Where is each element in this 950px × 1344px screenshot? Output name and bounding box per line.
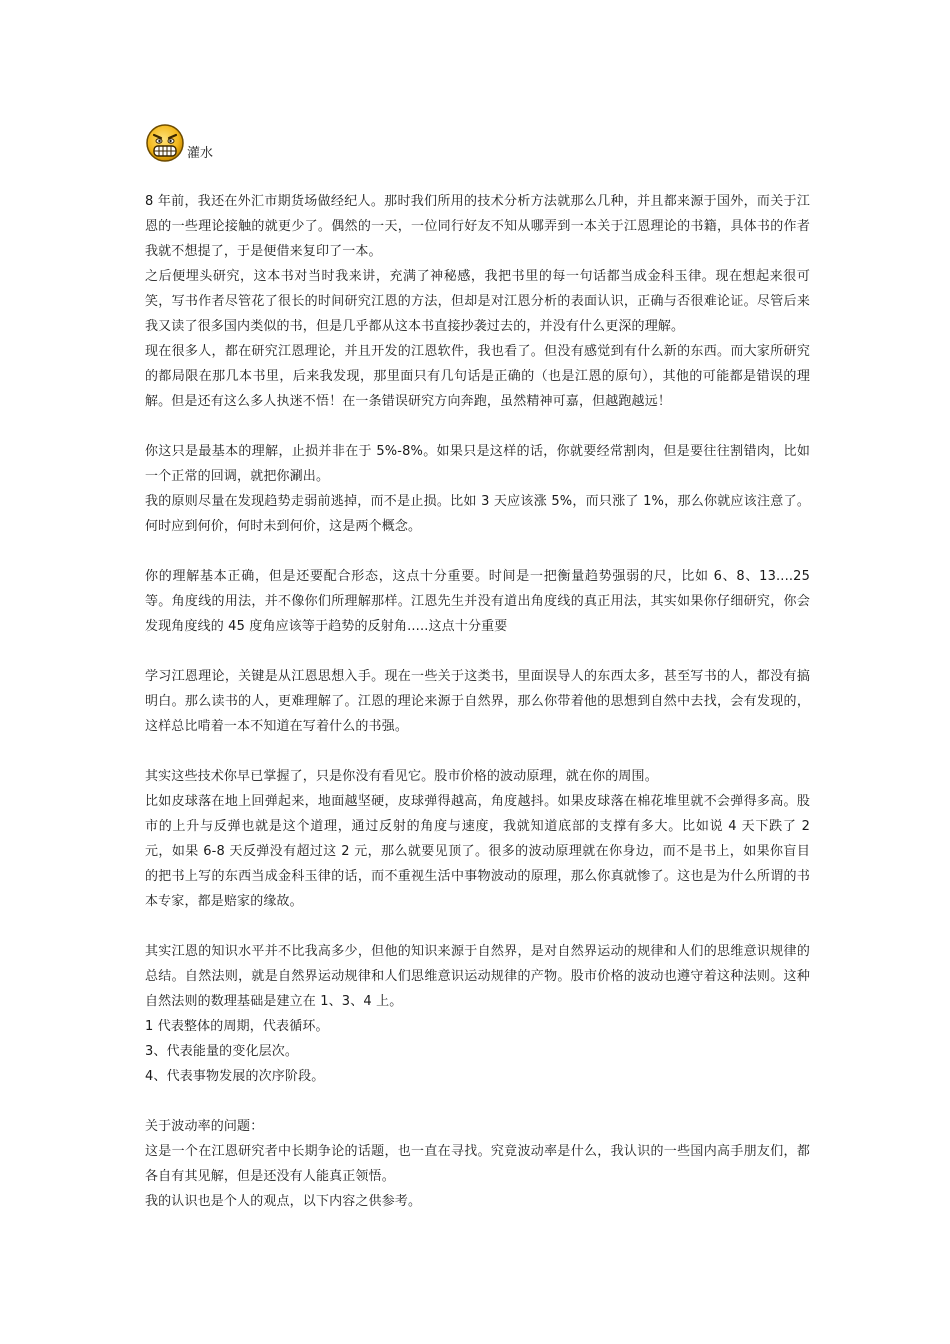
paragraph: 你这只是最基本的理解，止损并非在于 5%-8%。如果只是这样的话，你就要经常割肉，但是要往往割错肉，比如一个正常的回调，就把你涮出。 (145, 444, 810, 484)
paragraph: 1 代表整体的周期，代表循环。 (145, 1019, 329, 1034)
paragraph-spacer (145, 739, 810, 764)
paragraph: 我的原则尽量在发现趋势走弱前逃掉，而不是止损。比如 3 天应该涨 5%，而只涨了 1%，那么你就应该注意了。何时应到何价，何时未到何价，这是两个概念。 (145, 494, 810, 534)
paragraph: 学习江恩理论，关键是从江恩思想入手。现在一些关于这类书，里面误导人的东西太多，甚至写书的人，都没有搞明白。那么读书的人，更难理解了。江恩的理论来源于自然界，那么你带着他的思想到自然中去找，会有发现的，这样总比啃着一本不知道在写着什么的书强。 (145, 669, 810, 734)
paragraph-spacer (145, 414, 810, 439)
document-page (145, 115, 810, 1214)
post-tag-label: 灌水 (187, 146, 214, 161)
paragraph: 现在很多人，都在研究江恩理论，并且开发的江恩软件，我也看了。但没有感觉到有什么新的东西。而大家所研究的都局限在那几本书里，后来我发现，那里面只有几句话是正确的（也是江恩的原句），其他的可能都是错误的理解。但是还有这么多人执迷不悟！在一条错误研究方向奔跑，虽然精神可嘉，但越跑越远！ (145, 344, 810, 409)
paragraph-spacer (145, 1089, 810, 1114)
paragraph: 关于波动率的问题： (145, 1119, 264, 1134)
article-body (145, 189, 810, 1214)
paragraph: 8 年前，我还在外汇市期货场做经纪人。那时我们所用的技术分析方法就那么几种，并且都来源于国外，而关于江恩的一些理论接触的就更少了。偶然的一天，一位同行好友不知从哪弄到一本关于江恩理论的书籍，具体书的作者我就不想提了，于是便借来复印了一本。 (145, 194, 810, 259)
paragraph: 这是一个在江恩研究者中长期争论的话题，也一直在寻找。究竟波动率是什么，我认识的一些国内高手朋友们，都各自有其见解，但是还没有人能真正领悟。 (145, 1144, 810, 1184)
paragraph: 你的理解基本正确，但是还要配合形态，这点十分重要。时间是一把衡量趋势强弱的尺，比如 6、8、13....25 等。角度线的用法，并不像你们所理解那样。江恩先生并没有道出角度线的真正用法，其实如果你仔细研究，你会发现角度线的 45 度角应该等于趋势的反射角.....这点十分重要 (145, 569, 810, 634)
paragraph: 4、代表事物发展的次序阶段。 (145, 1069, 325, 1084)
grinning-face-icon (145, 123, 185, 163)
post-header (145, 115, 810, 163)
paragraph-spacer (145, 914, 810, 939)
paragraph: 之后便埋头研究，这本书对当时我来讲，充满了神秘感，我把书里的每一句话都当成金科玉律。现在想起来很可笑，写书作者尽管花了很长的时间研究江恩的方法，但却是对江恩分析的表面认识，正确与否很难论证。尽管后来我又读了很多国内类似的书，但是几乎都从这本书直接抄袭过去的，并没有什么更深的理解。 (145, 269, 810, 334)
paragraph: 3、代表能量的变化层次。 (145, 1044, 299, 1059)
paragraph: 比如皮球落在地上回弹起来，地面越坚硬，皮球弹得越高，角度越抖。如果皮球落在棉花堆里就不会弹得多高。股市的上升与反弹也就是这个道理，通过反射的角度与速度，我就知道底部的支撑有多大。比如说 4 天下跌了 2 元，如果 6-8 天反弹没有超过这 2 元，那么就要见顶了。很多的波动原理就在你身边，而不是书上，如果你盲目的把书上写的东西当成金科玉律的话，而不重视生活中事物波动的原理，那么你真就惨了。这也是为什么所谓的书本专家，都是赔家的缘故。 (145, 794, 810, 909)
paragraph: 其实江恩的知识水平并不比我高多少，但他的知识来源于自然界，是对自然界运动的规律和人们的思维意识规律的总结。自然法则，就是自然界运动规律和人们思维意识运动规律的产物。股市价格的波动也遵守着这种法则。这种自然法则的数理基础是建立在 1、3、4 上。 (145, 944, 810, 1009)
paragraph-spacer (145, 639, 810, 664)
paragraph-spacer (145, 539, 810, 564)
paragraph: 其实这些技术你早已掌握了，只是你没有看见它。股市价格的波动原理，就在你的周围。 (145, 769, 658, 784)
paragraph: 我的认识也是个人的观点，以下内容之供参考。 (145, 1194, 422, 1209)
